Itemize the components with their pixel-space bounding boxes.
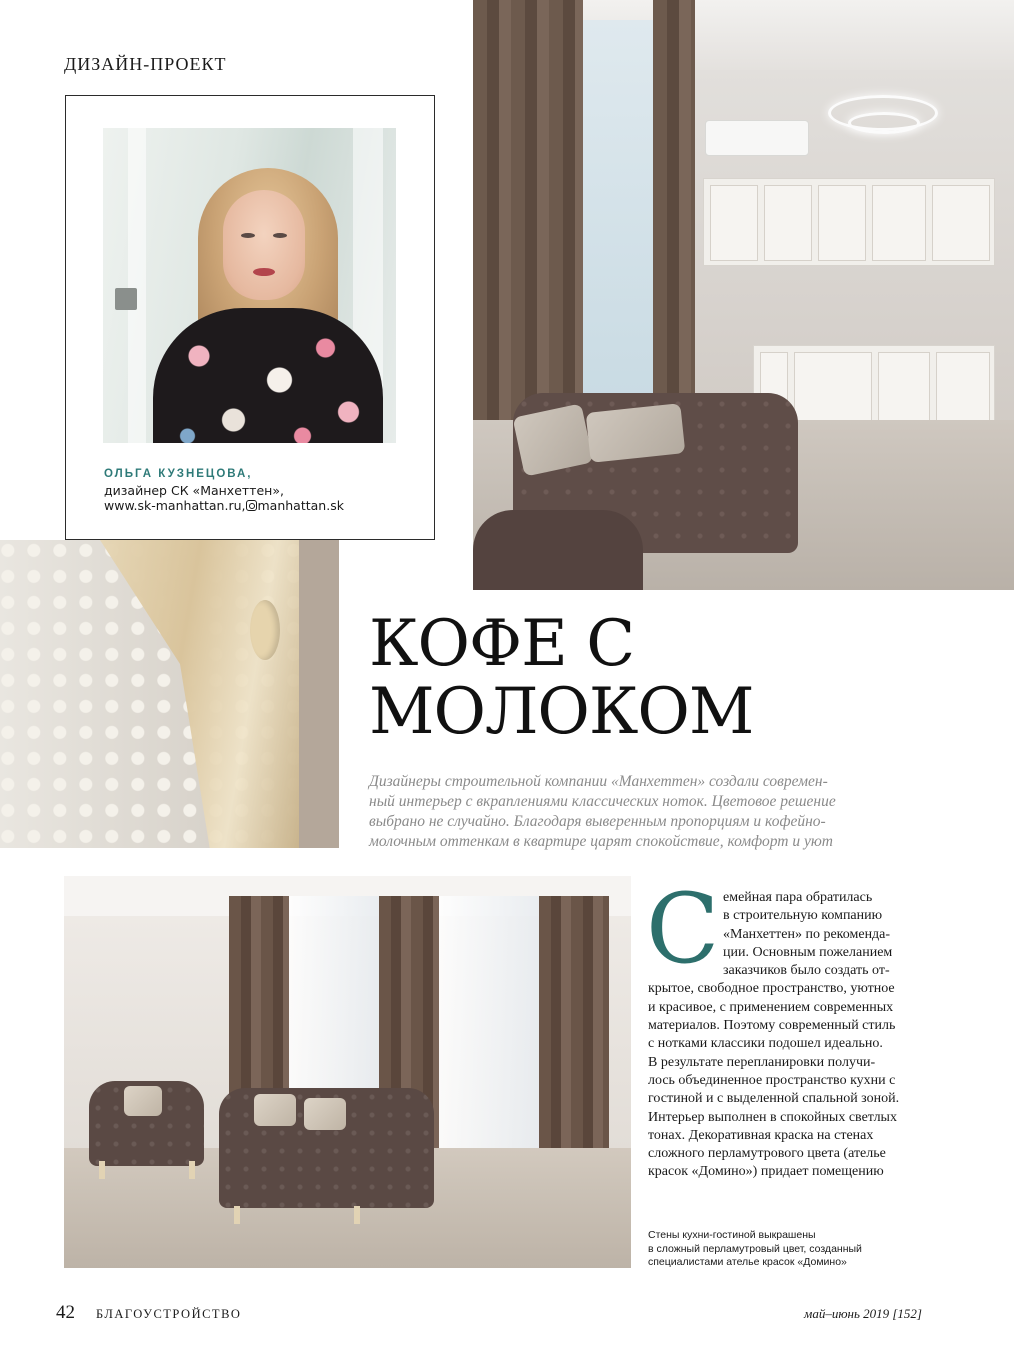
body-line: крытое, свободное пространство, уютное [648, 981, 895, 997]
author-contacts [104, 498, 344, 513]
body-line: Интерьер выполнен в спокойных светлых [648, 1109, 897, 1125]
section-label: ДИЗАЙН-ПРОЕКТ [64, 54, 227, 74]
author-role: дизайнер СК «Манхеттен», [104, 483, 284, 498]
drop-cap: С [646, 873, 720, 985]
body-line: «Манхеттен» по рекоменда- [723, 926, 891, 942]
body-line: заказчиков было создать от- [723, 963, 890, 979]
body-line: емейная пара обратилась [723, 890, 873, 905]
kitchen-living-photo [473, 0, 1014, 590]
title-line-2: МОЛОКОМ [369, 675, 754, 749]
caption-line: специалистами ателье красок «Домино» [648, 1256, 847, 1268]
body-line: В результате перепланировки получи- [648, 1054, 876, 1070]
caption-line: в сложный перламутровый цвет, созданный [648, 1242, 862, 1255]
lead-line: выбрано не случайно. Благодаря выверенным пропорциям и кофейно- [369, 813, 826, 830]
lead-line: молочным оттенкам в квартире царят спокойствие, комфорт и уют [369, 833, 833, 850]
body-line: красок «Домино») придает помещению [648, 1164, 884, 1180]
author-name: ОЛЬГА КУЗНЕЦОВА, [104, 468, 253, 480]
body-line: материалов. Поэтому современный стиль [648, 1018, 896, 1034]
title-line-1: КОФЕ С [369, 607, 635, 681]
issue-info: май–июнь 2019 [152] [804, 1306, 922, 1321]
author-site[interactable]: www.sk-manhattan.ru, [104, 498, 246, 513]
body-line: в строительную компанию [723, 908, 883, 924]
author-portrait [103, 128, 396, 443]
lead-line: Дизайнеры строительной компании «Манхеттен» создали современ- [369, 773, 828, 790]
title-block [339, 590, 783, 749]
photo-caption [648, 1229, 862, 1270]
author-instagram[interactable]: manhattan.sk [257, 498, 344, 513]
body-line: и красивое, с применением современных [648, 999, 894, 1015]
body-line: сложного перламутрового цвета (ателье [648, 1146, 886, 1162]
body-line: ции. Основным пожеланием [723, 944, 893, 960]
magazine-name: БЛАГОУСТРОЙСТВО [96, 1307, 242, 1321]
curtain-photo [0, 540, 339, 848]
body-line: гостиной и с выделенной спальной зоной. [648, 1091, 900, 1107]
article-title [369, 607, 754, 749]
body-line: с нотками классики подошел идеально. [648, 1036, 883, 1052]
article-body [646, 873, 928, 1182]
caption-line: Стены кухни-гостиной выкрашены [648, 1229, 816, 1241]
body-line: лось объединенное пространство кухни с [648, 1072, 896, 1088]
living-room-photo [64, 876, 631, 1268]
instagram-icon [246, 500, 257, 511]
article-lead [369, 772, 909, 852]
body-line: тонах. Декоративная краска на стенах [648, 1127, 874, 1143]
lead-line: ный интерьер с вкраплениями классических ноток. Цветовое решение [369, 793, 836, 810]
page-number: 42 [56, 1302, 75, 1323]
author-box [65, 95, 435, 540]
